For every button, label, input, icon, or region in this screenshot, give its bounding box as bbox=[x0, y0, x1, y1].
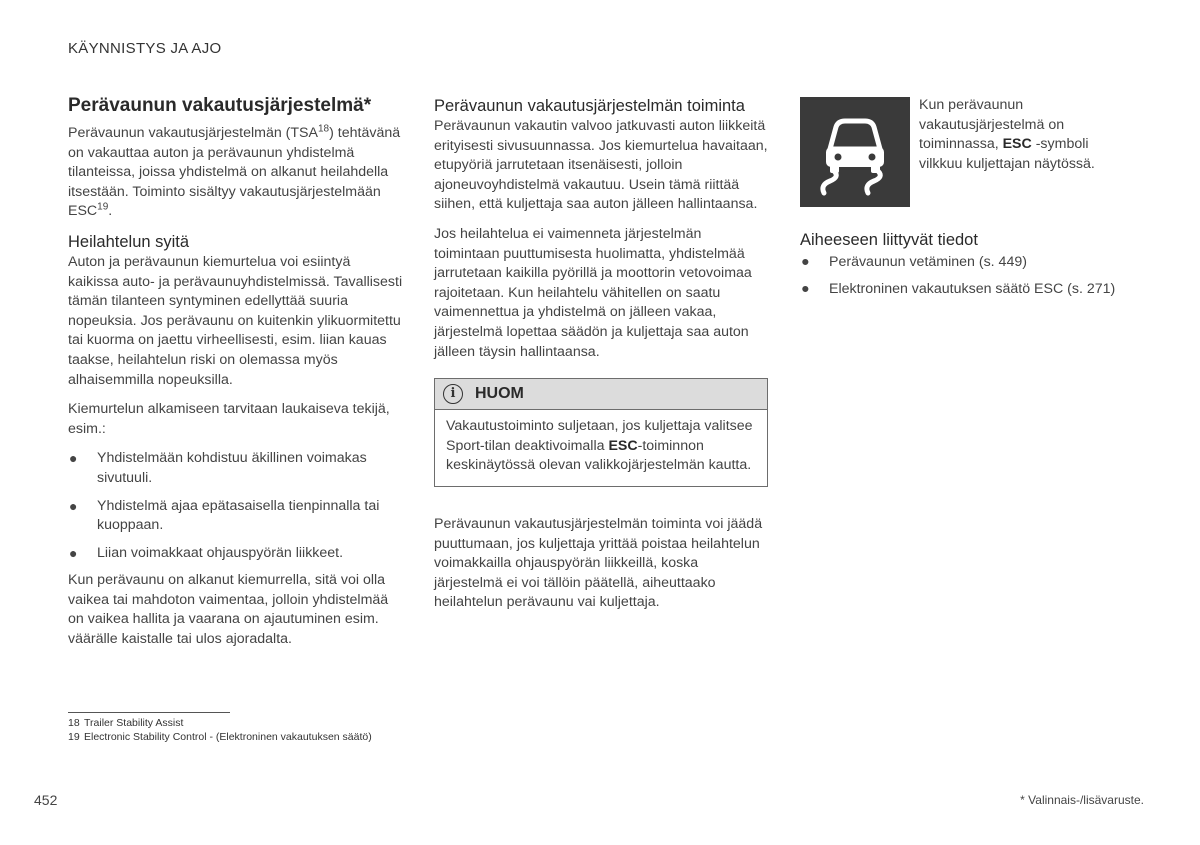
function-paragraph-3: Perävaunun vakautusjärjestelmän toiminta voi jäädä puuttumaan, jos kuljettaja yrittää poistaa heilahtelun voimakkailla ohjauspyörän liikkeillä, koska järjestelmä ei voi tällöin päätellä, aiheuttaako heilahtelun perävaunu vai kuljettaja. bbox=[434, 515, 763, 611]
page-number: 452 bbox=[34, 792, 58, 808]
related-heading: Aiheeseen liittyvät tiedot bbox=[800, 231, 978, 249]
section-title: KÄYNNISTYS JA AJO bbox=[68, 40, 222, 57]
footnotes bbox=[68, 716, 372, 744]
function-paragraph-1: Perävaunun vakautin valvoo jatkuvasti auton liikkeitä erityisesti sivusuunnassa. Jos kiemurtelua havaitaan, etupyöriä jarrutetaan itsenäisesti, jolloin ajoneuvoyhdistelmä vakautuu. Usein tämä riittää siihen, että kuljettaja saa auton jälleen hallintaansa. bbox=[434, 118, 768, 213]
footnote-ref-18: 18 bbox=[318, 123, 330, 135]
note-header bbox=[435, 379, 767, 410]
note-title: HUOM bbox=[475, 385, 524, 403]
causes-paragraph-3: Kun perävaunu on alkanut kiemurrella, sitä voi olla vaikea tai mahdoton vaimentaa, jolloin yhdistelmää on vaikea hallita ja vaarana on ajautuminen esim. väärälle kaistalle tai ulos ajoradalta. bbox=[68, 572, 389, 648]
list-item: ● Liian voimakkaat ohjauspyörän liikkeet. bbox=[68, 544, 403, 564]
related-list bbox=[800, 253, 1140, 299]
causes-paragraph-1: Auton ja perävaunun kiemurtelua voi esiintyä kaikissa auto- ja perävaunuyhdistelmissä. Tavallisesti tämän tilanteen syntyminen edellyttää suuria nopeuksia. Jos perävaunu on kuitenkin ylikuormitettu tai kuorma on jaettu virheellisesti, esim. liian kauas taakse, heilahtelun riski on olemassa myös alhaisemmilla nopeuksilla. bbox=[68, 253, 403, 388]
column-1 bbox=[68, 94, 403, 650]
note-text: Vakautustoiminto suljetaan, jos kuljettaja valitsee Sport-tilan deaktivoimalla ESC-toiminnon keskinäytössä olevan valikkojärjestelmän kautta. bbox=[446, 418, 753, 474]
causes-heading: Heilahtelun syitä bbox=[68, 232, 190, 251]
function-heading: Perävaunun vakautusjärjestelmän toiminta bbox=[434, 97, 745, 115]
bullet-dot: ● bbox=[801, 280, 810, 297]
esc-skid-car-icon bbox=[800, 97, 910, 207]
footnote-divider bbox=[68, 712, 230, 713]
footnote-18: 18 Trailer Stability Assist bbox=[68, 717, 184, 729]
related-info bbox=[800, 230, 1140, 306]
page-title: Perävaunun vakautusjärjestelmä* bbox=[68, 95, 372, 116]
info-icon: i bbox=[443, 384, 463, 404]
related-link[interactable]: ● Elektroninen vakautuksen säätö ESC (s. 271) bbox=[800, 280, 1140, 300]
bullet-dot: ● bbox=[69, 497, 78, 514]
optional-equipment-note: * Valinnais-/lisävaruste. bbox=[1020, 793, 1144, 807]
bullet-dot: ● bbox=[69, 544, 78, 561]
list-item: ● Yhdistelmä ajaa epätasaisella tienpinnalla tai kuoppaan. bbox=[69, 497, 380, 534]
bullet-dot: ● bbox=[801, 254, 810, 270]
related-link[interactable]: ● Perävaunun vetäminen (s. 449) bbox=[800, 253, 1140, 273]
note-box bbox=[434, 378, 768, 487]
bullet-dot: ● bbox=[69, 450, 78, 467]
footnote-ref-19: 19 bbox=[97, 201, 109, 213]
function-paragraph-2: Jos heilahtelua ei vaimenneta järjestelmän toimintaan puuttumisesta huolimatta, yhdistelmää jarrutetaan kaikilla pyörillä ja moottorin vetovoimaa rajoitetaan. Kun heilahtelu vähitellen on saatu vaimennettua ja yhdistelmä on jälleen vakaa, järjestelmä lopettaa säädön ja kuljettaja saa auton jälleen täysin hallintaansa. bbox=[434, 225, 752, 360]
causes-list bbox=[68, 449, 403, 563]
column-2 bbox=[434, 96, 768, 613]
esc-icon-description: Kun perävaunun vakautusjärjestelmä on toiminnassa, ESC -symboli vilkkuu kuljettajan näytössä. bbox=[919, 97, 1095, 172]
causes-paragraph-2: Kiemurtelun alkamiseen tarvitaan laukaiseva tekijä, esim.: bbox=[68, 401, 390, 437]
footnote-19: 19 Electronic Stability Control - (Elektroninen vakautuksen säätö) bbox=[68, 731, 372, 743]
list-item: ● Yhdistelmään kohdistuu äkillinen voimakas sivutuuli. bbox=[69, 450, 367, 486]
intro-paragraph: Perävaunun vakautusjärjestelmän (TSA$^{18}$) tehtävänä on vakauttaa auton ja perävaunun yhdistelmä tilanteissa, joissa yhdistelmä on alkanut heilahdella itsestään. Toiminto sisältyy vakautusjärjestelmään ESC$^{19}$. bbox=[68, 123, 401, 220]
